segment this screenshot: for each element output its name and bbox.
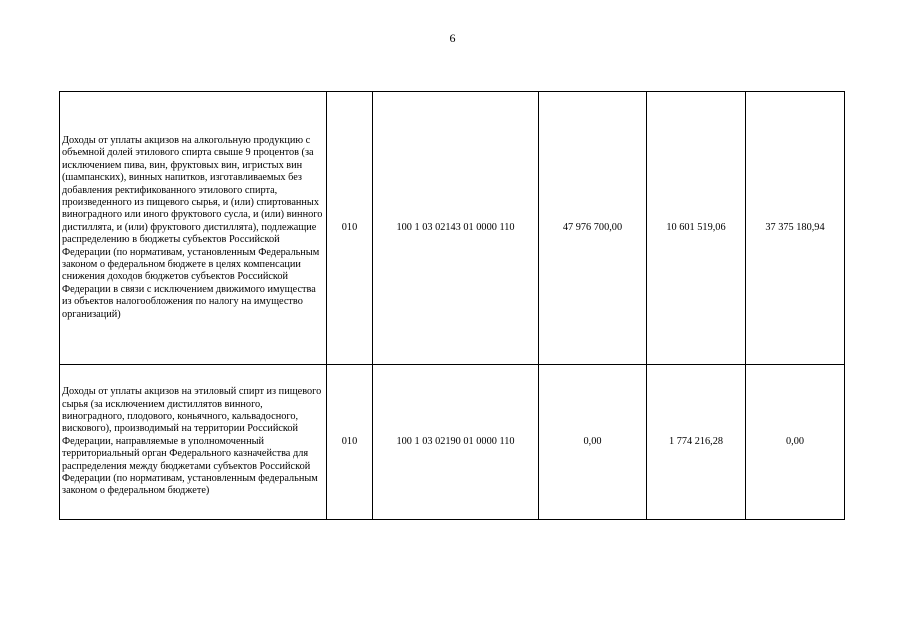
- executed-amount-cell: 10 601 519,06: [647, 92, 746, 365]
- executed-amount-cell: 1 774 216,28: [647, 365, 746, 520]
- line-code-cell: 010: [327, 92, 373, 365]
- approved-amount-cell: 47 976 700,00: [539, 92, 647, 365]
- revenue-table: [59, 91, 845, 520]
- revenue-description-cell: Доходы от уплаты акцизов на алкогольную продукцию с объемной долей этилового спирта свыше 9 процентов (за исключением пива, вин, фруктовых вин, игристых вин (шампанских), винных напитков, изготавливаемых без добавления ректификованного этилового спирта, произведенного из пищевого сырья, и (или) спиртованных виноградного или иного фруктового сусла, и (или) винного дистиллята, и (или) фруктового дистиллята), подлежащие распределению в бюджеты субъектов Российской Федерации (по нормативам, установленным Федеральным законом о федеральном бюджете в целях компенсации снижения доходов бюджетов субъектов Российской Федерации в связи с исключением движимого имущества из объектов налогообложения по налогу на имущество организаций): [60, 92, 327, 365]
- line-code-cell: 010: [327, 365, 373, 520]
- unexecuted-amount-cell: 0,00: [746, 365, 845, 520]
- budget-classification-code-cell: 100 1 03 02190 01 0000 110: [373, 365, 539, 520]
- table-row: [60, 365, 845, 520]
- revenue-description-cell: Доходы от уплаты акцизов на этиловый спирт из пищевого сырья (за исключением дистиллятов винного, виноградного, плодового, коньячного, кальвадосного, вискового), производимый на территории Российской Федерации, направляемые в уполномоченный территориальный орган Федерального казначейства для распределения между бюджетами субъектов Российской Федерации (по нормативам, установленным федеральным законом о федеральном бюджете): [60, 365, 327, 520]
- budget-classification-code-cell: 100 1 03 02143 01 0000 110: [373, 92, 539, 365]
- approved-amount-cell: 0,00: [539, 365, 647, 520]
- unexecuted-amount-cell: 37 375 180,94: [746, 92, 845, 365]
- table-row: [60, 92, 845, 365]
- page-number: 6: [449, 31, 456, 45]
